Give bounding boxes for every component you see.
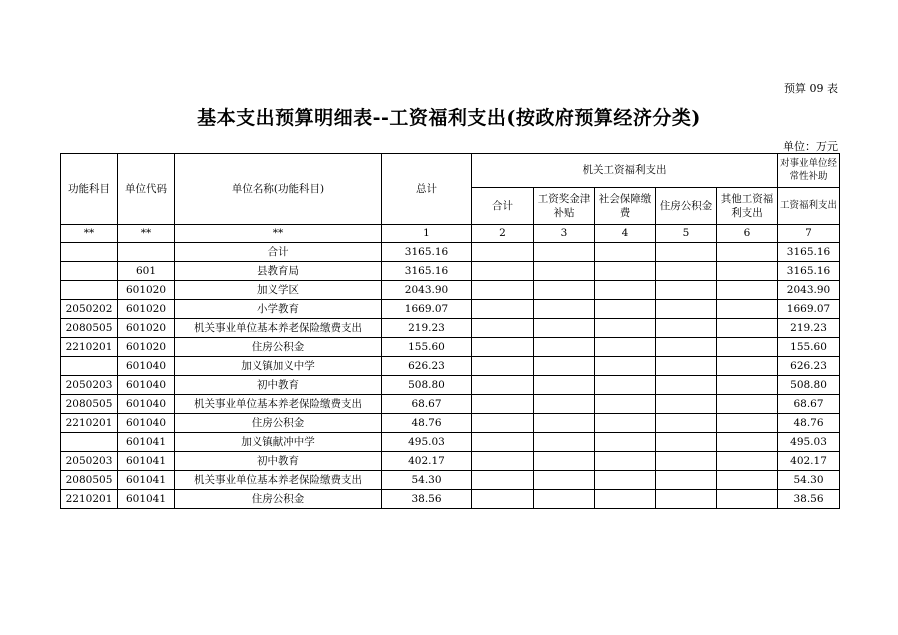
social-cell [595, 300, 656, 319]
unit-code-cell: 601020 [118, 338, 175, 357]
func-code-cell: 2210201 [61, 490, 118, 509]
func-code-cell: 2210201 [61, 414, 118, 433]
payroll-cell: 508.80 [778, 376, 840, 395]
housing-cell [656, 338, 717, 357]
social-cell [595, 376, 656, 395]
table-row [61, 414, 840, 433]
other-cell [717, 319, 778, 338]
payroll-cell: 402.17 [778, 452, 840, 471]
header-total: 总计 [382, 154, 472, 225]
unit-name-cell: 小学教育 [175, 300, 382, 319]
total-cell: 54.30 [382, 471, 472, 490]
unit-name-cell: 县教育局 [175, 262, 382, 281]
wage-cell [534, 357, 595, 376]
wage-cell [534, 281, 595, 300]
func-code-cell: 2080505 [61, 319, 118, 338]
total-cell: 1669.07 [382, 300, 472, 319]
other-cell [717, 357, 778, 376]
payroll-cell: 3165.16 [778, 262, 840, 281]
unit-name-cell: 住房公积金 [175, 414, 382, 433]
table-row [61, 490, 840, 509]
wage-cell [534, 452, 595, 471]
sum-cell [472, 490, 534, 509]
sum-cell [472, 300, 534, 319]
unit-name-cell: 加义镇献冲中学 [175, 433, 382, 452]
housing-cell [656, 319, 717, 338]
header-func-code: 功能科目 [61, 154, 118, 225]
table-row [61, 395, 840, 414]
sum-cell [472, 319, 534, 338]
social-cell [595, 262, 656, 281]
total-cell: 219.23 [382, 319, 472, 338]
index-cell: 4 [595, 225, 656, 243]
func-code-cell: 2050203 [61, 376, 118, 395]
header-sub-wage: 工资奖金津补贴 [534, 188, 595, 225]
wage-cell [534, 319, 595, 338]
social-cell [595, 395, 656, 414]
unit-name-cell: 初中教育 [175, 452, 382, 471]
index-cell: ** [61, 225, 118, 243]
func-code-cell: 2050203 [61, 452, 118, 471]
payroll-cell: 3165.16 [778, 243, 840, 262]
index-cell: ** [175, 225, 382, 243]
func-code-cell: 2210201 [61, 338, 118, 357]
total-cell: 3165.16 [382, 243, 472, 262]
housing-cell [656, 376, 717, 395]
table-row [61, 281, 840, 300]
sum-cell [472, 281, 534, 300]
func-code-cell [61, 243, 118, 262]
func-code-cell: 2080505 [61, 395, 118, 414]
unit-name-cell: 机关事业单位基本养老保险缴费支出 [175, 395, 382, 414]
sum-cell [472, 395, 534, 414]
payroll-cell: 2043.90 [778, 281, 840, 300]
other-cell [717, 395, 778, 414]
other-cell [717, 300, 778, 319]
index-cell: 2 [472, 225, 534, 243]
payroll-cell: 38.56 [778, 490, 840, 509]
unit-name-cell: 住房公积金 [175, 490, 382, 509]
table-row [61, 433, 840, 452]
social-cell [595, 357, 656, 376]
unit-name-cell: 初中教育 [175, 376, 382, 395]
table-row [61, 338, 840, 357]
sum-cell [472, 414, 534, 433]
social-cell [595, 338, 656, 357]
index-cell: 5 [656, 225, 717, 243]
header-unit-name: 单位名称(功能科目) [175, 154, 382, 225]
wage-cell [534, 300, 595, 319]
sum-cell [472, 471, 534, 490]
table-row [61, 376, 840, 395]
wage-cell [534, 490, 595, 509]
housing-cell [656, 452, 717, 471]
table-row [61, 300, 840, 319]
payroll-cell: 626.23 [778, 357, 840, 376]
wage-cell [534, 471, 595, 490]
func-code-cell: 2050202 [61, 300, 118, 319]
social-cell [595, 452, 656, 471]
header-group-agency-payroll: 机关工资福利支出 [472, 154, 778, 188]
wage-cell [534, 376, 595, 395]
wage-cell [534, 243, 595, 262]
unit-code-cell: 601020 [118, 300, 175, 319]
table-row [61, 243, 840, 262]
unit-code-cell: 601020 [118, 319, 175, 338]
unit-code-cell: 601041 [118, 471, 175, 490]
unit-name-cell: 机关事业单位基本养老保险缴费支出 [175, 319, 382, 338]
index-cell: 3 [534, 225, 595, 243]
payroll-cell: 54.30 [778, 471, 840, 490]
total-cell: 626.23 [382, 357, 472, 376]
header-sub-payroll: 工资福利支出 [778, 188, 840, 225]
unit-code-cell: 601040 [118, 395, 175, 414]
other-cell [717, 433, 778, 452]
header-sub-sum: 合计 [472, 188, 534, 225]
unit-code-cell: 601041 [118, 433, 175, 452]
sum-cell [472, 376, 534, 395]
total-cell: 38.56 [382, 490, 472, 509]
sum-cell [472, 433, 534, 452]
table-row [61, 262, 840, 281]
table-row [61, 452, 840, 471]
table-row [61, 319, 840, 338]
total-cell: 48.76 [382, 414, 472, 433]
form-number: 预算 09 表 [784, 82, 838, 95]
payroll-cell: 68.67 [778, 395, 840, 414]
payroll-cell: 1669.07 [778, 300, 840, 319]
total-cell: 3165.16 [382, 262, 472, 281]
budget-table [60, 153, 840, 509]
other-cell [717, 452, 778, 471]
other-cell [717, 243, 778, 262]
social-cell [595, 414, 656, 433]
index-cell: 1 [382, 225, 472, 243]
header-group-institution-subsidy: 对事业单位经常性补助 [778, 154, 840, 188]
table-row [61, 471, 840, 490]
social-cell [595, 490, 656, 509]
housing-cell [656, 471, 717, 490]
total-cell: 402.17 [382, 452, 472, 471]
total-cell: 68.67 [382, 395, 472, 414]
housing-cell [656, 243, 717, 262]
header-sub-other: 其他工资福利支出 [717, 188, 778, 225]
index-row [61, 225, 840, 243]
unit-name-cell: 住房公积金 [175, 338, 382, 357]
table-row [61, 357, 840, 376]
unit-code-cell: 601040 [118, 376, 175, 395]
other-cell [717, 338, 778, 357]
index-cell: 6 [717, 225, 778, 243]
payroll-cell: 155.60 [778, 338, 840, 357]
sum-cell [472, 338, 534, 357]
total-cell: 508.80 [382, 376, 472, 395]
header-sub-social: 社会保障缴费 [595, 188, 656, 225]
unit-code-cell: 601040 [118, 357, 175, 376]
social-cell [595, 433, 656, 452]
unit-code-cell: 601040 [118, 414, 175, 433]
total-cell: 495.03 [382, 433, 472, 452]
unit-name-cell: 加义镇加义中学 [175, 357, 382, 376]
housing-cell [656, 395, 717, 414]
wage-cell [534, 433, 595, 452]
sum-cell [472, 262, 534, 281]
wage-cell [534, 395, 595, 414]
payroll-cell: 219.23 [778, 319, 840, 338]
unit-name-cell: 加义学区 [175, 281, 382, 300]
housing-cell [656, 262, 717, 281]
unit-name-cell: 机关事业单位基本养老保险缴费支出 [175, 471, 382, 490]
func-code-cell [61, 433, 118, 452]
sum-cell [472, 452, 534, 471]
social-cell [595, 281, 656, 300]
social-cell [595, 319, 656, 338]
header-sub-housing: 住房公积金 [656, 188, 717, 225]
func-code-cell [61, 357, 118, 376]
unit-code-cell: 601041 [118, 452, 175, 471]
other-cell [717, 262, 778, 281]
social-cell [595, 471, 656, 490]
housing-cell [656, 414, 717, 433]
wage-cell [534, 338, 595, 357]
func-code-cell [61, 281, 118, 300]
housing-cell [656, 357, 717, 376]
unit-name-cell: 合计 [175, 243, 382, 262]
unit-code-cell: 601 [118, 262, 175, 281]
page-title: 基本支出预算明细表--工资福利支出(按政府预算经济分类) [197, 107, 701, 129]
other-cell [717, 490, 778, 509]
sum-cell [472, 357, 534, 376]
total-cell: 155.60 [382, 338, 472, 357]
social-cell [595, 243, 656, 262]
other-cell [717, 471, 778, 490]
sum-cell [472, 243, 534, 262]
header-unit-code: 单位代码 [118, 154, 175, 225]
index-cell: ** [118, 225, 175, 243]
payroll-cell: 495.03 [778, 433, 840, 452]
unit-code-cell: 601020 [118, 281, 175, 300]
wage-cell [534, 262, 595, 281]
unit-label: 单位：万元 [783, 140, 838, 153]
wage-cell [534, 414, 595, 433]
total-cell: 2043.90 [382, 281, 472, 300]
other-cell [717, 414, 778, 433]
unit-code-cell: 601041 [118, 490, 175, 509]
func-code-cell [61, 262, 118, 281]
unit-code-cell [118, 243, 175, 262]
index-cell: 7 [778, 225, 840, 243]
func-code-cell: 2080505 [61, 471, 118, 490]
other-cell [717, 376, 778, 395]
other-cell [717, 281, 778, 300]
payroll-cell: 48.76 [778, 414, 840, 433]
housing-cell [656, 300, 717, 319]
housing-cell [656, 281, 717, 300]
housing-cell [656, 433, 717, 452]
housing-cell [656, 490, 717, 509]
